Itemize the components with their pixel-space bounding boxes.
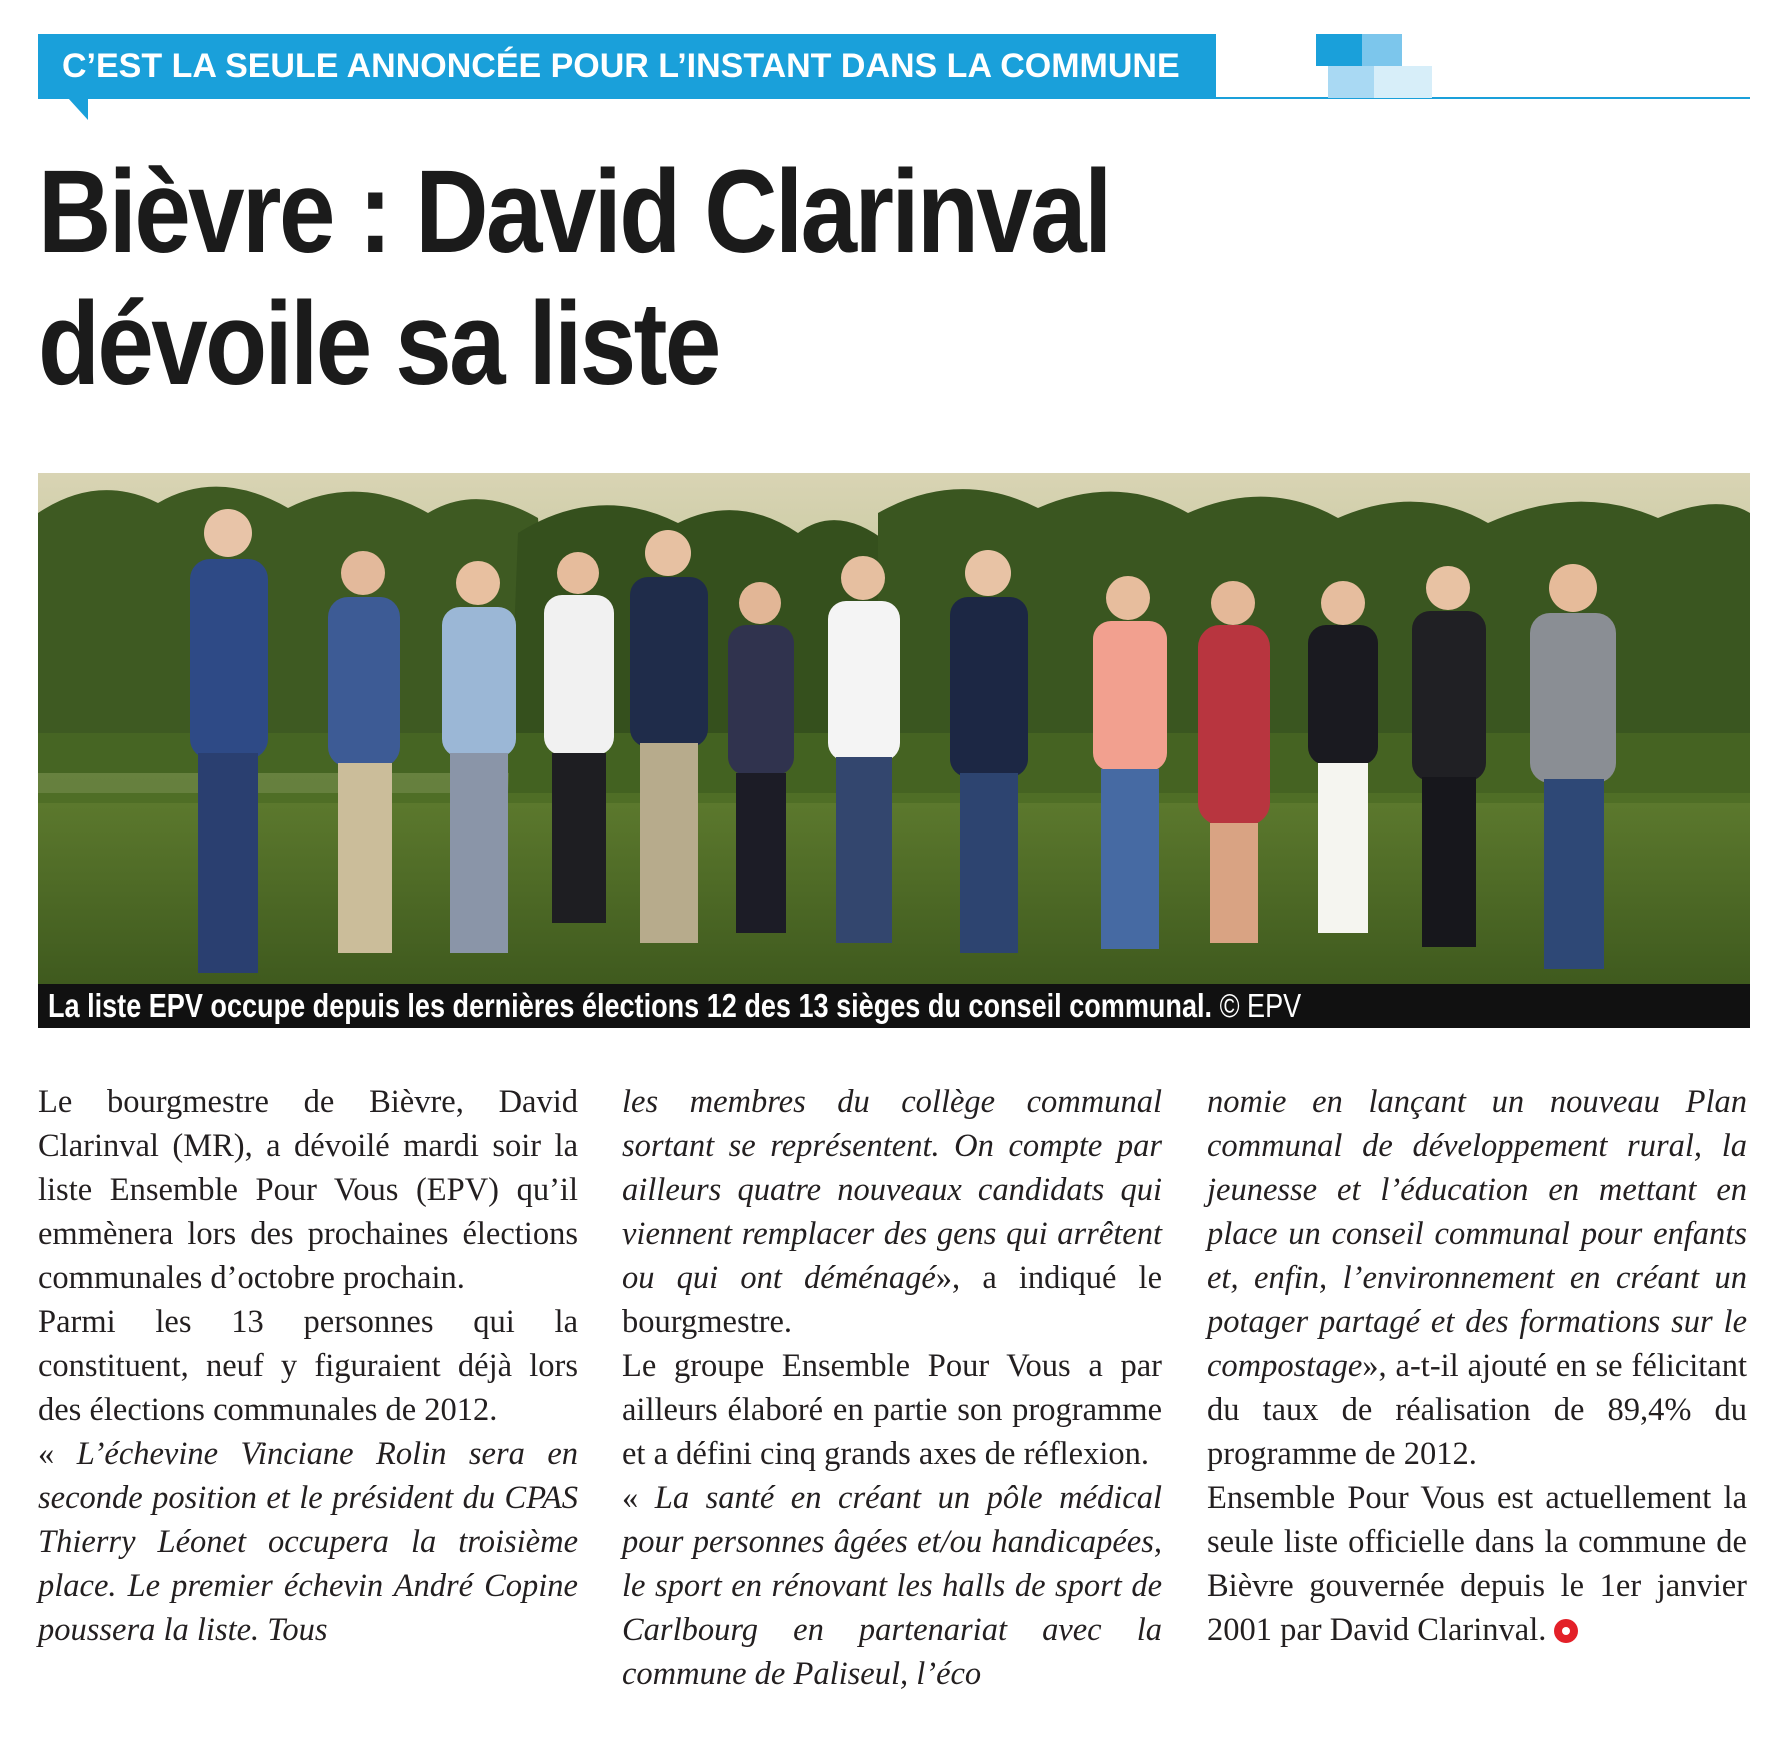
quote-text: L’échevine Vinciane Rolin sera en seconde position et le président du CPAS Thierry Léonet occupera la troisième place. Le premier échevin André Copine poussera la liste. Tous [38, 1436, 578, 1648]
end-of-article-icon [1554, 1619, 1578, 1643]
quote-open: « [622, 1480, 655, 1516]
quote-close: », a-t-il ajouté en se félicitant du taux de réalisation de 89,4% du programme de 2012. [1207, 1348, 1747, 1472]
quote-paragraph [622, 1476, 1162, 1696]
quote-paragraph [622, 1080, 1162, 1344]
quote-text: nomie en lançant un nouveau Plan communal de développement rural, la jeunesse et l’éducation en mettant en place un conseil communal pour enfants et, enfin, l’environnement en créant un potager partagé et des formations sur le compostage [1207, 1084, 1747, 1384]
kicker-decoration [1328, 66, 1374, 98]
article-headline [38, 146, 1500, 410]
headline-line-2: dévoile sa liste [38, 278, 719, 410]
quote-close: », a indiqué le bourgmestre. [622, 1260, 1162, 1340]
kicker-decoration [1374, 66, 1432, 98]
article-column-3 [1207, 1080, 1747, 1652]
paragraph: Le groupe Ensemble Pour Vous a par ailleurs élaboré en partie son programme et a défini cinq grands axes de réflexion. [622, 1348, 1162, 1472]
paragraph [1207, 1476, 1747, 1652]
kicker-decoration [1362, 34, 1402, 66]
paragraph-text: Ensemble Pour Vous est actuellement la seule liste officielle dans la commune de Bièvre gouvernée depuis le 1er janvier 2001 par David Clarinval. [1207, 1480, 1747, 1648]
photo-caption-bar [38, 984, 1750, 1028]
quote-paragraph [1207, 1080, 1747, 1476]
photo-caption [48, 984, 1301, 1028]
quote-paragraph [38, 1432, 578, 1652]
photo-credit: © EPV [1219, 987, 1302, 1024]
kicker-label: C’EST LA SEULE ANNONCÉE POUR L’INSTANT DANS LA COMMUNE [38, 34, 1216, 98]
quote-text: La santé en créant un pôle médical pour personnes âgées et/ou handicapées, le sport en rénovant les halls de sport de Carlbourg en partenariat avec la commune de Paliseul, l’éco [622, 1480, 1163, 1692]
article-column-2 [622, 1080, 1162, 1696]
kicker-tail [68, 98, 88, 120]
paragraph: Parmi les 13 personnes qui la constituent, neuf y figuraient déjà lors des élections communales de 2012. [38, 1304, 578, 1428]
headline-line-1: Bièvre : David Clarinval [38, 146, 1110, 278]
article-kicker-band [38, 34, 1750, 104]
caption-text: La liste EPV occupe depuis les dernières élections 12 des 13 sièges du conseil communal. [48, 987, 1213, 1024]
paragraph: Le bourgmestre de Bièvre, David Clarinval (MR), a dévoilé mardi soir la liste Ensemble Pour Vous (EPV) qu’il emmènera lors des prochaines élections communales d’octobre prochain. [38, 1084, 578, 1296]
quote-open: « [38, 1436, 77, 1472]
article-photo [38, 473, 1750, 1028]
article-column-1 [38, 1080, 578, 1652]
kicker-decoration [1316, 34, 1362, 66]
quote-text: les membres du collège communal sortant se représentent. On compte par ailleurs quatre nouveaux candidats qui viennent remplacer des gens qui arrêtent ou qui ont déménagé [622, 1084, 1162, 1296]
group-photo-illustration [38, 473, 1750, 984]
